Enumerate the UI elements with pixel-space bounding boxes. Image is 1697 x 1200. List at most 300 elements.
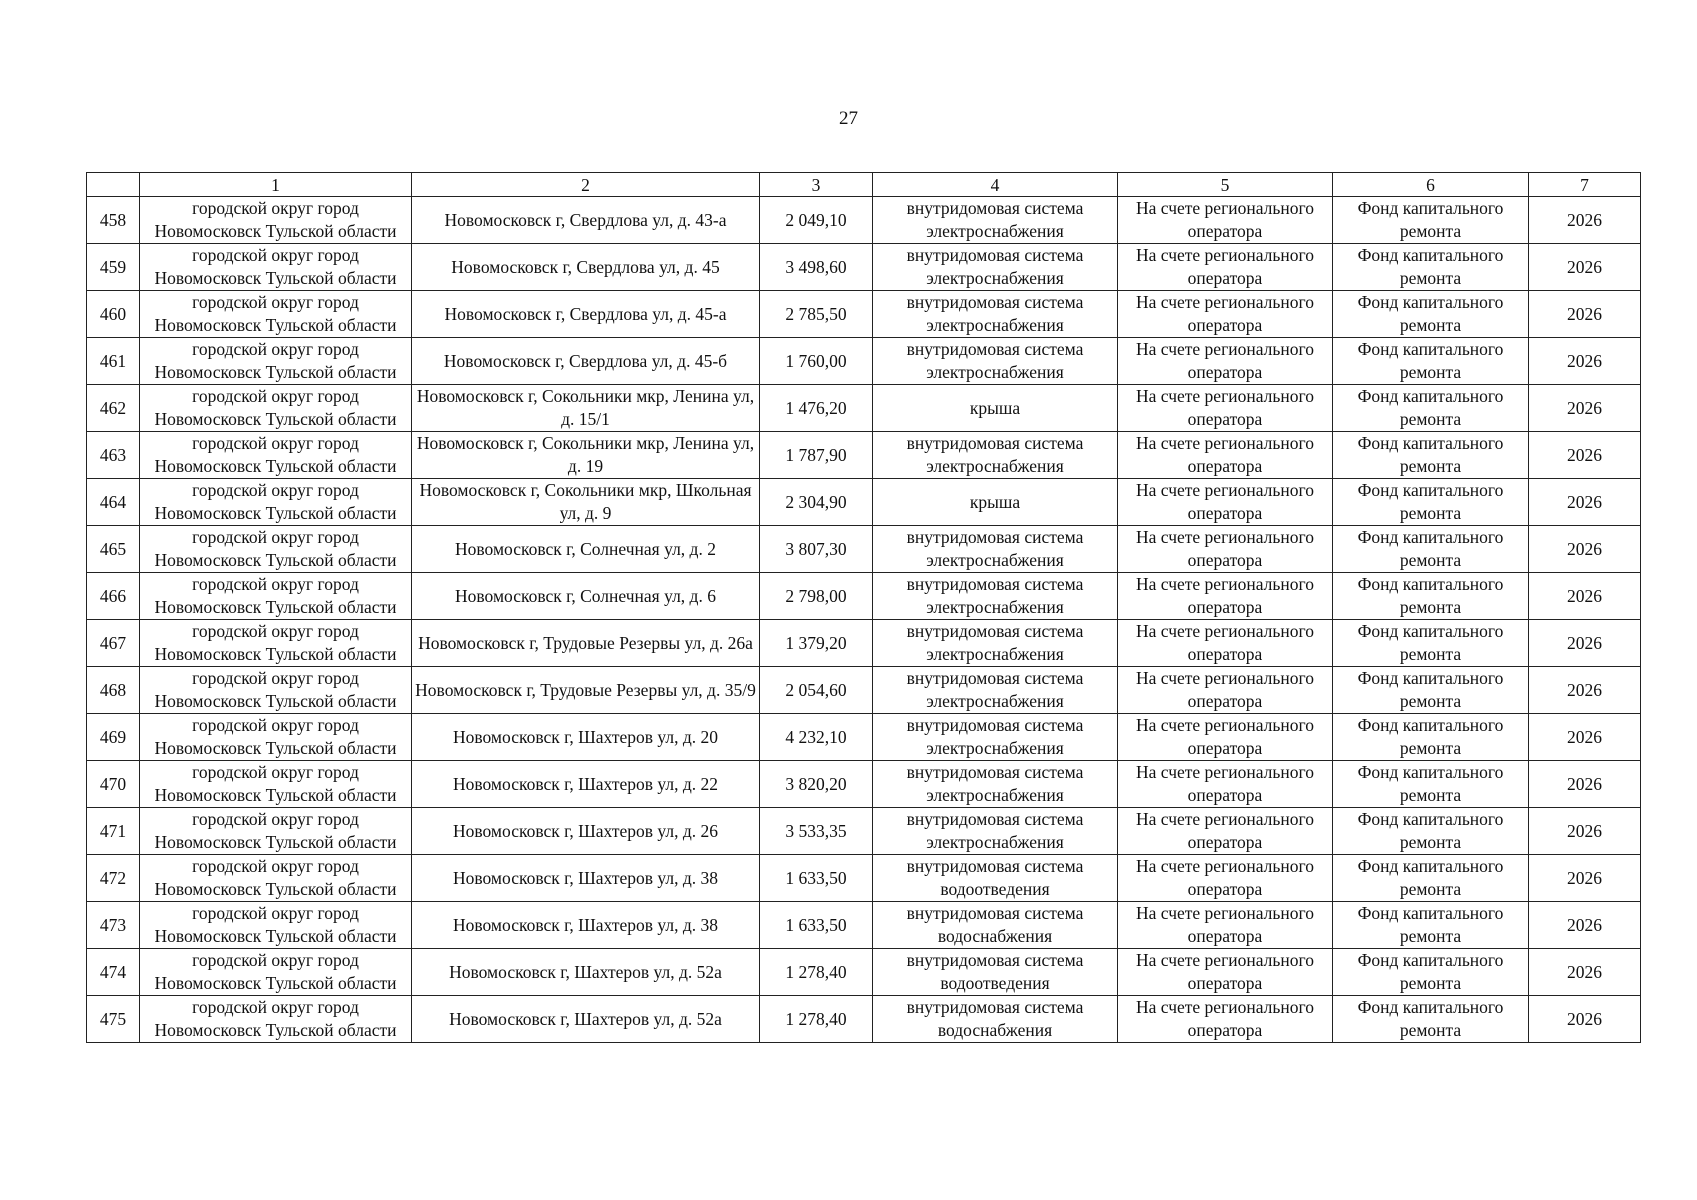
municipality-line: Новомосковск Тульской области — [154, 315, 397, 335]
municipality-line: городской округ город — [192, 809, 359, 829]
municipality-line: городской округ город — [192, 245, 359, 265]
row-number-cell — [87, 761, 140, 808]
funding-source-line: Фонд капитального — [1357, 621, 1504, 641]
table-row — [87, 855, 1641, 902]
year-cell — [1529, 197, 1641, 244]
account-line: оператора — [1187, 597, 1263, 617]
work-type-line: электроснабжения — [926, 597, 1064, 617]
work-type-line: электроснабжения — [926, 268, 1064, 288]
address-cell — [412, 949, 760, 996]
row-number: 462 — [99, 397, 127, 418]
account-line: На счете регионального — [1136, 480, 1314, 500]
funding-source-line: ремонта — [1399, 268, 1462, 288]
row-number: 463 — [99, 444, 127, 465]
address-text: Новомосковск г, Трудовые Резервы ул, д. 26а — [418, 632, 753, 653]
municipality-cell — [140, 714, 412, 761]
funding-source-line: ремонта — [1399, 926, 1462, 946]
funding-source-cell — [1333, 996, 1529, 1043]
municipality-line: Новомосковск Тульской области — [154, 268, 397, 288]
funding-source-cell — [1333, 526, 1529, 573]
work-type-cell — [873, 855, 1118, 902]
column-number-2: 2 — [412, 173, 760, 197]
funding-source-cell — [1333, 479, 1529, 526]
account-line: На счете регионального — [1136, 339, 1314, 359]
work-type-cell — [873, 902, 1118, 949]
account-line: оператора — [1187, 879, 1263, 899]
address-text: Новомосковск г, Солнечная ул, д. 2 — [455, 538, 716, 559]
work-type-line: электроснабжения — [926, 221, 1064, 241]
account-cell — [1118, 479, 1333, 526]
account-line: На счете регионального — [1136, 950, 1314, 970]
address-cell — [412, 620, 760, 667]
account-line: На счете регионального — [1136, 433, 1314, 453]
funding-source-line: ремонта — [1399, 597, 1462, 617]
row-number-cell — [87, 291, 140, 338]
account-line: На счете регионального — [1136, 198, 1314, 218]
table-row — [87, 902, 1641, 949]
area-value: 2 304,90 — [785, 491, 847, 512]
municipality-line: городской округ город — [192, 386, 359, 406]
work-type-line: внутридомовая система — [906, 715, 1084, 735]
account-line: На счете регионального — [1136, 809, 1314, 829]
account-cell — [1118, 244, 1333, 291]
year-value: 2026 — [1567, 256, 1602, 277]
work-type-line: электроснабжения — [926, 362, 1064, 382]
municipality-cell — [140, 479, 412, 526]
municipality-cell — [140, 432, 412, 479]
table-row — [87, 526, 1641, 573]
municipality-cell — [140, 244, 412, 291]
municipality-cell — [140, 526, 412, 573]
funding-source-line: ремонта — [1399, 1020, 1462, 1040]
account-cell — [1118, 620, 1333, 667]
municipality-line: Новомосковск Тульской области — [154, 221, 397, 241]
municipality-cell — [140, 573, 412, 620]
address-cell — [412, 996, 760, 1043]
area-cell — [760, 526, 873, 573]
row-number-cell — [87, 949, 140, 996]
municipality-cell — [140, 949, 412, 996]
funding-source-line: Фонд капитального — [1357, 339, 1504, 359]
municipality-line: городской округ город — [192, 621, 359, 641]
municipality-cell — [140, 808, 412, 855]
account-line: оператора — [1187, 1020, 1263, 1040]
row-number-cell — [87, 620, 140, 667]
address-text: Новомосковск г, Шахтеров ул, д. 52а — [449, 1008, 722, 1029]
work-type-cell — [873, 432, 1118, 479]
funding-source-cell — [1333, 244, 1529, 291]
municipality-cell — [140, 620, 412, 667]
area-cell — [760, 761, 873, 808]
address-text: Новомосковск г, Свердлова ул, д. 43-а — [444, 209, 727, 230]
row-number-cell — [87, 244, 140, 291]
area-value: 1 760,00 — [785, 350, 847, 371]
column-number-row — [87, 173, 1641, 197]
account-line: оператора — [1187, 268, 1263, 288]
funding-source-line: ремонта — [1399, 832, 1462, 852]
work-type-line: электроснабжения — [926, 315, 1064, 335]
work-type-line: электроснабжения — [926, 550, 1064, 570]
address-text: Новомосковск г, Солнечная ул, д. 6 — [455, 585, 716, 606]
address-cell — [412, 855, 760, 902]
municipality-line: Новомосковск Тульской области — [154, 973, 397, 993]
account-line: оператора — [1187, 315, 1263, 335]
account-cell — [1118, 949, 1333, 996]
column-number-7: 7 — [1529, 173, 1641, 197]
area-value: 1 379,20 — [785, 632, 847, 653]
row-number-cell — [87, 197, 140, 244]
funding-source-line: Фонд капитального — [1357, 292, 1504, 312]
account-cell — [1118, 761, 1333, 808]
municipality-line: городской округ город — [192, 997, 359, 1017]
area-cell — [760, 667, 873, 714]
row-number-cell — [87, 526, 140, 573]
work-type-cell — [873, 526, 1118, 573]
municipality-line: Новомосковск Тульской области — [154, 362, 397, 382]
year-value: 2026 — [1567, 867, 1602, 888]
area-cell — [760, 808, 873, 855]
year-value: 2026 — [1567, 491, 1602, 512]
funding-source-line: Фонд капитального — [1357, 997, 1504, 1017]
funding-source-cell — [1333, 338, 1529, 385]
year-cell — [1529, 338, 1641, 385]
year-cell — [1529, 479, 1641, 526]
account-cell — [1118, 714, 1333, 761]
table-row — [87, 808, 1641, 855]
year-value: 2026 — [1567, 1008, 1602, 1029]
funding-source-line: ремонта — [1399, 644, 1462, 664]
account-line: оператора — [1187, 456, 1263, 476]
municipality-line: городской округ город — [192, 903, 359, 923]
area-value: 2 798,00 — [785, 585, 847, 606]
municipality-line: Новомосковск Тульской области — [154, 832, 397, 852]
funding-source-line: Фонд капитального — [1357, 809, 1504, 829]
funding-source-line: ремонта — [1399, 973, 1462, 993]
account-line: оператора — [1187, 738, 1263, 758]
account-line: оператора — [1187, 644, 1263, 664]
funding-source-line: ремонта — [1399, 785, 1462, 805]
work-type-cell — [873, 291, 1118, 338]
area-value: 1 633,50 — [785, 867, 847, 888]
row-number: 473 — [99, 914, 127, 935]
year-cell — [1529, 996, 1641, 1043]
work-type-line: внутридомовая система — [906, 997, 1084, 1017]
row-number: 475 — [99, 1008, 127, 1029]
work-type-line: внутридомовая система — [906, 903, 1084, 923]
column-number-1: 1 — [140, 173, 412, 197]
account-line: оператора — [1187, 550, 1263, 570]
account-cell — [1118, 667, 1333, 714]
table-row — [87, 432, 1641, 479]
address-cell — [412, 479, 760, 526]
row-number: 466 — [99, 585, 127, 606]
municipality-cell — [140, 855, 412, 902]
funding-source-cell — [1333, 902, 1529, 949]
work-type-cell — [873, 808, 1118, 855]
municipality-cell — [140, 338, 412, 385]
work-type-line: водоснабжения — [937, 1020, 1053, 1040]
area-cell — [760, 244, 873, 291]
account-line: На счете регионального — [1136, 621, 1314, 641]
row-number-cell — [87, 338, 140, 385]
column-number-4: 4 — [873, 173, 1118, 197]
table-row — [87, 291, 1641, 338]
municipality-line: Новомосковск Тульской области — [154, 456, 397, 476]
address-text: Новомосковск г, Шахтеров ул, д. 52а — [449, 961, 722, 982]
area-cell — [760, 573, 873, 620]
municipality-line: Новомосковск Тульской области — [154, 1020, 397, 1040]
row-number-cell — [87, 479, 140, 526]
row-number-cell — [87, 714, 140, 761]
funding-source-line: Фонд капитального — [1357, 480, 1504, 500]
account-line: На счете регионального — [1136, 715, 1314, 735]
work-type-line: электроснабжения — [926, 785, 1064, 805]
area-value: 2 054,60 — [785, 679, 847, 700]
municipality-line: Новомосковск Тульской области — [154, 644, 397, 664]
address-text: Новомосковск г, Шахтеров ул, д. 38 — [452, 867, 718, 888]
row-number-cell — [87, 432, 140, 479]
area-cell — [760, 949, 873, 996]
column-number-5: 5 — [1118, 173, 1333, 197]
funding-source-line: ремонта — [1399, 879, 1462, 899]
area-value: 1 787,90 — [785, 444, 847, 465]
municipality-line: Новомосковск Тульской области — [154, 879, 397, 899]
row-number-cell — [87, 573, 140, 620]
funding-source-cell — [1333, 949, 1529, 996]
table-row — [87, 385, 1641, 432]
work-type-cell — [873, 197, 1118, 244]
municipality-line: Новомосковск Тульской области — [154, 409, 397, 429]
area-cell — [760, 432, 873, 479]
work-type-line: внутридомовая система — [906, 621, 1084, 641]
table-row — [87, 573, 1641, 620]
year-cell — [1529, 949, 1641, 996]
account-line: оператора — [1187, 691, 1263, 711]
row-number: 460 — [99, 303, 127, 324]
account-line: оператора — [1187, 503, 1263, 523]
municipality-cell — [140, 197, 412, 244]
municipality-line: Новомосковск Тульской области — [154, 597, 397, 617]
work-type-line: водоотведения — [940, 973, 1050, 993]
municipality-cell — [140, 385, 412, 432]
funding-source-cell — [1333, 573, 1529, 620]
municipality-line: городской округ город — [192, 715, 359, 735]
year-value: 2026 — [1567, 303, 1602, 324]
account-cell — [1118, 338, 1333, 385]
table-row — [87, 996, 1641, 1043]
work-type-cell — [873, 620, 1118, 667]
work-type-line: водоснабжения — [937, 926, 1053, 946]
address-cell — [412, 197, 760, 244]
funding-source-line: Фонд капитального — [1357, 574, 1504, 594]
funding-source-line: ремонта — [1399, 738, 1462, 758]
funding-source-line: Фонд капитального — [1357, 245, 1504, 265]
work-type-line: внутридомовая система — [906, 856, 1084, 876]
account-line: На счете регионального — [1136, 386, 1314, 406]
account-line: На счете регионального — [1136, 527, 1314, 547]
account-line: На счете регионального — [1136, 245, 1314, 265]
account-cell — [1118, 197, 1333, 244]
address-text: Новомосковск г, Шахтеров ул, д. 26 — [452, 820, 718, 841]
funding-source-line: Фонд капитального — [1357, 762, 1504, 782]
area-value: 1 476,20 — [785, 397, 847, 418]
year-value: 2026 — [1567, 538, 1602, 559]
municipality-line: городской округ город — [192, 950, 359, 970]
row-number: 468 — [99, 679, 127, 700]
account-line: оператора — [1187, 832, 1263, 852]
work-type-line: внутридомовая система — [906, 950, 1084, 970]
municipality-line: Новомосковск Тульской области — [154, 503, 397, 523]
address-cell — [412, 291, 760, 338]
funding-source-cell — [1333, 620, 1529, 667]
account-cell — [1118, 291, 1333, 338]
account-line: На счете регионального — [1136, 574, 1314, 594]
row-number: 471 — [99, 820, 127, 841]
work-type-cell — [873, 338, 1118, 385]
municipality-line: городской округ город — [192, 198, 359, 218]
work-type-line: внутридомовая система — [906, 245, 1084, 265]
table-row — [87, 197, 1641, 244]
municipality-line: городской округ город — [192, 668, 359, 688]
area-cell — [760, 996, 873, 1043]
municipality-cell — [140, 667, 412, 714]
account-cell — [1118, 808, 1333, 855]
address-cell — [412, 761, 760, 808]
municipality-line: городской округ город — [192, 339, 359, 359]
area-cell — [760, 855, 873, 902]
municipality-line: Новомосковск Тульской области — [154, 926, 397, 946]
area-cell — [760, 385, 873, 432]
year-cell — [1529, 432, 1641, 479]
municipality-line: городской округ город — [192, 292, 359, 312]
row-number-cell — [87, 667, 140, 714]
table-row — [87, 761, 1641, 808]
work-type-cell — [873, 573, 1118, 620]
funding-source-cell — [1333, 667, 1529, 714]
work-type-line: внутридомовая система — [906, 574, 1084, 594]
funding-source-line: ремонта — [1399, 503, 1462, 523]
municipality-line: городской округ город — [192, 574, 359, 594]
area-value: 1 633,50 — [785, 914, 847, 935]
table-row — [87, 244, 1641, 291]
account-line: На счете регионального — [1136, 668, 1314, 688]
account-line: оператора — [1187, 409, 1263, 429]
year-value: 2026 — [1567, 679, 1602, 700]
account-cell — [1118, 573, 1333, 620]
year-cell — [1529, 761, 1641, 808]
address-text: Новомосковск г, Сокольники мкр, Ленина ул, д. 15/1 — [416, 386, 755, 429]
funding-source-line: Фонд капитального — [1357, 386, 1504, 406]
funding-source-cell — [1333, 291, 1529, 338]
area-value: 2 049,10 — [785, 209, 847, 230]
municipality-cell — [140, 291, 412, 338]
municipality-line: городской округ город — [192, 480, 359, 500]
account-line: оператора — [1187, 973, 1263, 993]
account-cell — [1118, 855, 1333, 902]
year-cell — [1529, 385, 1641, 432]
row-number: 470 — [99, 773, 127, 794]
row-number: 467 — [99, 632, 127, 653]
work-type-line: внутридомовая система — [906, 527, 1084, 547]
table-row — [87, 338, 1641, 385]
work-type-cell — [873, 761, 1118, 808]
address-text: Новомосковск г, Сокольники мкр, Ленина ул, д. 19 — [416, 433, 755, 476]
work-type-line: электроснабжения — [926, 738, 1064, 758]
funding-source-line: Фонд капитального — [1357, 198, 1504, 218]
account-line: На счете регионального — [1136, 292, 1314, 312]
work-type-cell — [873, 714, 1118, 761]
address-cell — [412, 244, 760, 291]
funding-source-cell — [1333, 385, 1529, 432]
work-type-cell — [873, 949, 1118, 996]
work-type-line: крыша — [969, 491, 1021, 512]
year-value: 2026 — [1567, 632, 1602, 653]
address-cell — [412, 808, 760, 855]
account-cell — [1118, 432, 1333, 479]
area-cell — [760, 714, 873, 761]
funding-source-line: Фонд капитального — [1357, 903, 1504, 923]
funding-source-line: ремонта — [1399, 362, 1462, 382]
row-number: 474 — [99, 961, 127, 982]
year-value: 2026 — [1567, 444, 1602, 465]
address-text: Новомосковск г, Шахтеров ул, д. 20 — [452, 726, 718, 747]
address-cell — [412, 432, 760, 479]
area-value: 3 820,20 — [785, 773, 847, 794]
year-cell — [1529, 714, 1641, 761]
table-row — [87, 479, 1641, 526]
work-type-line: внутридомовая система — [906, 339, 1084, 359]
year-value: 2026 — [1567, 350, 1602, 371]
account-cell — [1118, 902, 1333, 949]
row-number: 458 — [99, 209, 127, 230]
year-cell — [1529, 808, 1641, 855]
municipality-line: Новомосковск Тульской области — [154, 550, 397, 570]
address-text: Новомосковск г, Свердлова ул, д. 45-б — [443, 350, 728, 371]
column-number-3: 3 — [760, 173, 873, 197]
address-text: Новомосковск г, Свердлова ул, д. 45 — [451, 256, 720, 277]
address-text: Новомосковск г, Шахтеров ул, д. 38 — [452, 914, 718, 935]
area-value: 3 533,35 — [785, 820, 847, 841]
account-line: На счете регионального — [1136, 762, 1314, 782]
year-value: 2026 — [1567, 726, 1602, 747]
table-row — [87, 620, 1641, 667]
funding-source-line: ремонта — [1399, 456, 1462, 476]
funding-source-line: ремонта — [1399, 221, 1462, 241]
address-cell — [412, 573, 760, 620]
funding-source-line: ремонта — [1399, 315, 1462, 335]
municipality-line: городской округ город — [192, 433, 359, 453]
address-cell — [412, 338, 760, 385]
municipality-line: Новомосковск Тульской области — [154, 691, 397, 711]
area-value: 3 807,30 — [785, 538, 847, 559]
capital-repair-table — [86, 172, 1641, 1043]
row-number: 459 — [99, 256, 127, 277]
year-value: 2026 — [1567, 397, 1602, 418]
row-number-cell — [87, 996, 140, 1043]
row-number: 464 — [99, 491, 127, 512]
year-cell — [1529, 573, 1641, 620]
row-number: 469 — [99, 726, 127, 747]
area-cell — [760, 620, 873, 667]
year-value: 2026 — [1567, 209, 1602, 230]
funding-source-line: Фонд капитального — [1357, 715, 1504, 735]
work-type-cell — [873, 996, 1118, 1043]
work-type-line: внутридомовая система — [906, 762, 1084, 782]
area-value: 1 278,40 — [785, 961, 847, 982]
municipality-line: Новомосковск Тульской области — [154, 738, 397, 758]
year-cell — [1529, 855, 1641, 902]
year-value: 2026 — [1567, 961, 1602, 982]
